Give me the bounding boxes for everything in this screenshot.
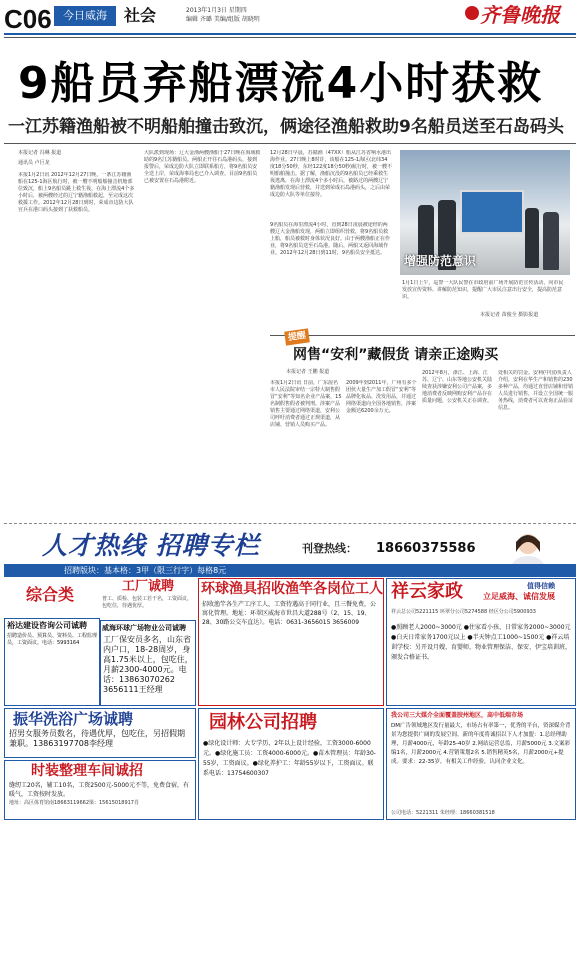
jobs-banner-title: 人才热线 招聘专栏	[42, 531, 260, 560]
lead-byline: 本报记者 冯琳 报道	[18, 150, 62, 156]
hotline-label: 刊登热线：	[302, 542, 357, 555]
ad-factory-title: 工厂诚聘	[121, 579, 174, 594]
ad-garment	[4, 760, 196, 820]
ad-xiangyun-slogan: 立足威海、诚信发展	[483, 592, 555, 601]
second-col-1: 本报1月2日讯 日前，广东混名市人民法院审结一宗特大制售假冒“安利”等知名企业产品案，15名制假售假者被判刑。涉案产品销售主要通过网络渠道，安利公司呼吁消费者通过正规渠道，从店铺、营销人员购买产品。	[270, 380, 342, 428]
pricing-strip: 招聘版块：基本格：3甲（限三行字）每格8元	[4, 564, 576, 577]
lead-subhead: 一江苏籍渔船被不明船舶撞击致沉，俩途径渔船救助9名船员送至石岛码头	[8, 117, 564, 137]
ad-garment-text: 缝纫工20名，辅工10名，工资2500元-5000元不等，免费食宿，有暖气，工资按时发放。	[9, 782, 189, 798]
newspaper-logo: 齐鲁晚报	[480, 3, 560, 27]
reminder-stamp: 提醒	[284, 328, 310, 345]
ad-media	[386, 708, 576, 820]
ad-media-contact: 公司电话：5221311 朱经理：18660381518	[391, 810, 495, 816]
ad-construction-text: 招聘造价员、预算员、资料员、工程监理员，工资面议。电话：5993164	[7, 633, 98, 646]
second-col-3: 2012年8月，浙江、上海、江苏、辽宁、山东等地公安机关陆续查获涉嫌安利公司产品案，多地消费者反映网购安利产品存在质量问题，公安机关正在调查。	[422, 370, 493, 404]
ad-construction	[4, 618, 100, 706]
lead-col-3: 12月28日早晨，苏赣渔（47XX）船从江苏省响水港出海作业。27日晚上8时许，该船在125-1海区(北纬34度18分50秒，东经122度18分50秒)航行时，被一艘不明船舶撞击。据了解，渔船沉没的9名船员已经乘救生筏逃离，在海上漂流4个多小时后，被路过的两艘辽宁籍渔船发现后营救，并送到荣成石岛港码头，之后由荣成边防大队等单位接待。	[270, 150, 392, 198]
second-col-2: 2009年到2011年，广州有多个团伙大量生产加工假冒“安利”等品牌化妆品、洗发用品，并通过网络渠道向全国各地销售，涉案金额达6200余万元。	[346, 380, 417, 414]
ad-zhenhua-text: 招男女服务员数名，待遇优厚，包吃住，另招假期兼职。13863197708李经理	[9, 729, 185, 748]
ad-garden-title: 园林公司招聘	[209, 712, 317, 733]
second-byline: 本报记者 王鹏 报道	[286, 369, 330, 375]
ad-media-text: DM广告领域地区发行量最大，市场占有率第一，优秀的平台，资深媒介背景为您提供广阔的发展空间。新的年度将诚招以下人才加盟：1.总经理助理，月薪4000元，年龄25-40岁 2.网站运营总监，月薪5000元 3.文案彩编1名，月薪2000元 4.营销策划2名 5.销售精英5名，月薪2000元+提成。要求：22-35岁，有相关工作经验，认同企业文化。	[391, 723, 571, 765]
ad-garden-text: ●绿化设计师：大专学历，2年以上设计经验，工资3000-6000元。●绿化施工员：工资4000-6000元。●苗木管理员：年龄30-55岁，工资面议。●绿化养护工：年龄55岁以下，工资面议。联系电话：13754600307	[203, 740, 376, 777]
lead-headline: 9船员弃船漂流4小时获救	[18, 58, 544, 109]
section-tag: 今日威海	[54, 6, 116, 26]
section-title: 社会	[124, 6, 157, 25]
ad-media-title: 我公司三大媒介全面覆盖胶州地区，高中低端市场	[391, 712, 524, 719]
lead-col-1: 本报1月2日讯 2012年12月27日晚，一条江苏籍渔船在125-1海区航行时，被一艘不明船舶撞击机舱部位致沉，船上9名船员跳上救生筏，在海上漂流4个多小时后，被两艘经过的辽宁籍渔船救起，至完成这次救援工作。2012年12月28日到时，荣成市边防大队官兵在港口码头接到了获救船员。	[18, 172, 135, 213]
ad-garden	[198, 708, 384, 820]
ad-huanqiu	[100, 620, 196, 706]
ad-xiangyun-text: ●照顾老人2000~3000元 ●住家看小孩、日常家务2000~3000元 ●白天日常家务1700元以上 ●半天钟点工1000~1500元 ●祥云培训学校：另开设月嫂、育婴师、物业管理保洁、保安、伊宝培训班，颁发合格证书。	[391, 624, 572, 661]
ad-construction-title: 裕达建设咨询公司诚聘	[7, 621, 87, 630]
ad-fishery-text: 招收渔竿各生产工序工人，工资待遇高于同行业，且三餐免费，公寓化管理。地址：环翠区威海市世昌大道288号（2、15、19、28、30路公交车直达）。电话：0631-3656015 3656009	[202, 601, 377, 626]
ad-zhenhua	[4, 708, 196, 758]
ad-huanqiu-text: 工厂保安员多名，山东省内户口，18-28周岁，身高1.75米以上，包吃住，月薪2300-4000元。电话：13863070262 3656111王经理	[103, 635, 193, 694]
photo-caption-text: 1月1日上午，巡警一大队民警在市政府前广场开展防范宣传活动，向市民发放宣传资料、讲解防范知识，提醒广大市民注意出行安全，提高防范意识。	[402, 280, 564, 300]
ad-garment-address: 地址：高区体育馆南18663119662梁：15615018917肖	[9, 800, 139, 806]
hotline-number: 18660375586	[376, 541, 476, 556]
ad-huanqiu-title: 威海环球广场物业公司诚聘	[102, 624, 186, 632]
second-headline: 网售“安利”藏假货 请亲正途购买	[293, 347, 499, 363]
lead-byline-2: 通讯员 卢巨龙	[18, 160, 50, 166]
editors-line: 编辑 齐璐 美编/组版 胡晓明	[186, 16, 260, 23]
page-number: C06	[4, 4, 52, 34]
photo-caption-title: 增强防范意识	[404, 254, 477, 268]
ad-xiangyun-phone: 祥云总公司5221115 环翠分公司5274588 经区分公司5900933	[391, 609, 536, 615]
second-col-4: 处相关的罚金。安利(中国)负责人介绍，安利在华生产和销售的230多种产品，均通过直营店铺和营销人员进行销售，并设立全国统一服务热线，消费者可以查询正品验证信息。	[498, 370, 574, 411]
lead-col-4: 9名船员在海里漂流4小时，直到28日凌晨被途经的两艘辽大金渔船发现，两船立即组织营救，将9名船员救上船，船员被救时身体状况良好。由于两艘渔船正在作业，将9名船员送至石岛港。随后，两船又返回海域作业。2012年12月28日到11时，9名船员安全抵达。	[270, 222, 391, 256]
category-label: 综合类	[25, 585, 74, 604]
ad-factory	[100, 578, 196, 616]
ad-fishery	[198, 578, 384, 706]
lead-col-2: 大队派到现场：辽大金渔两艘渔船于27日晚在海域救助的9名江苏籍船员。两船正开往石岛港码头，接到报警后，荣成边防大队立即联系船方，将9名船员安全送上岸，荣成海事局也已介入调查。目前9名船员已被安置在石岛港附近。	[144, 150, 261, 184]
ad-xiangyun-tag: 值得信赖	[527, 582, 555, 590]
ad-xiangyun	[386, 578, 576, 706]
ad-zhenhua-title: 振华洗浴广场诚聘	[13, 710, 134, 728]
ad-garment-title: 时装整理车间诚招	[31, 763, 143, 779]
photo-credit: 本报记者 苗俊全 摄影报道	[480, 312, 539, 318]
ad-fishery-title: 环球渔具招收渔竿各岗位工人	[201, 581, 383, 597]
ad-xiangyun-title: 祥云家政	[391, 581, 463, 602]
dateline: 2013年1月3日 星期四	[186, 7, 247, 14]
ad-factory-text: 普工、质检、包装工若干名，工资面议，包吃住，待遇优厚。	[102, 596, 193, 609]
logo-sun-icon	[465, 6, 479, 20]
